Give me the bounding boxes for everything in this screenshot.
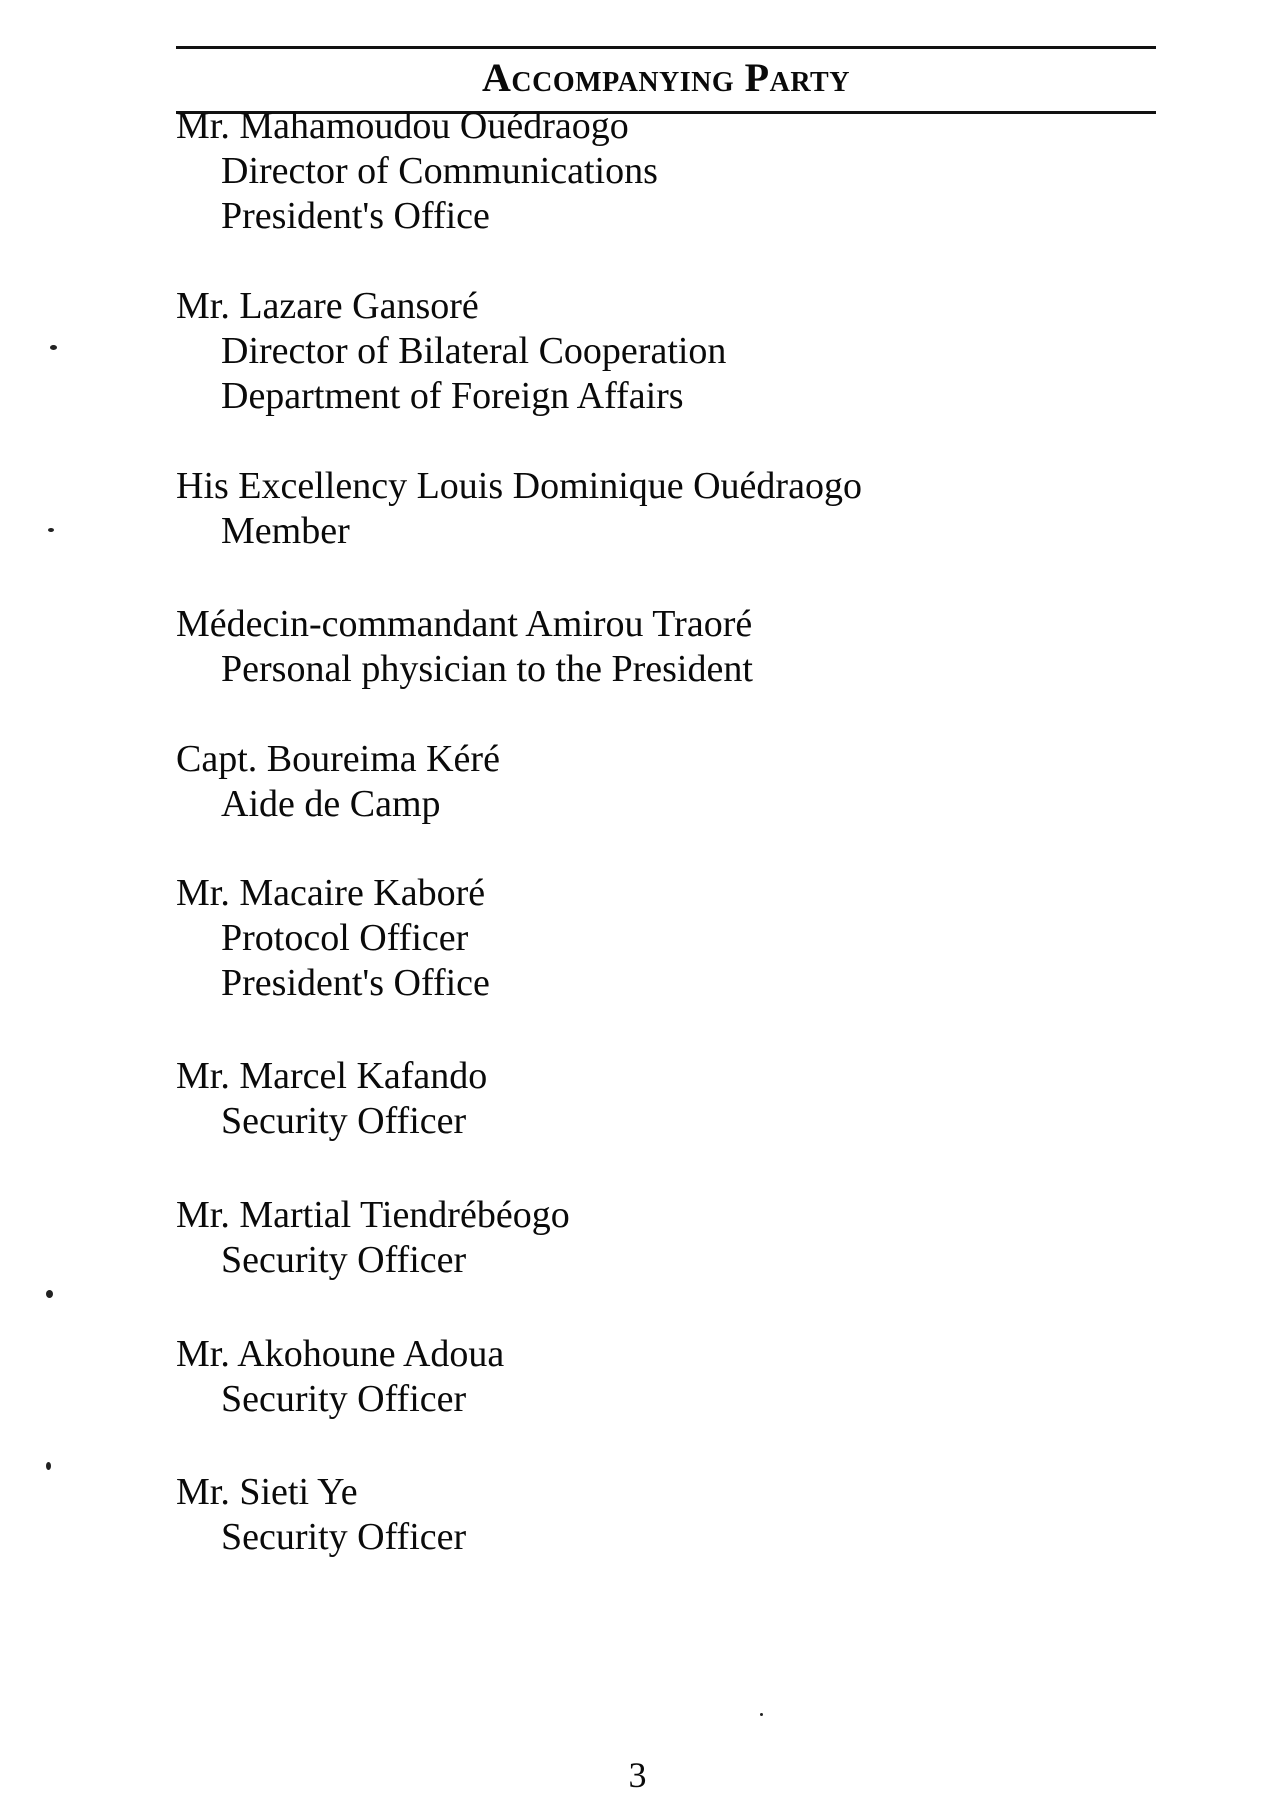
member-title: Security Officer: [221, 1239, 467, 1281]
party-member-entry: [176, 1470, 466, 1560]
member-title: Security Officer: [221, 1516, 467, 1558]
member-name: Mr. Martial Tiendrébéogo: [176, 1194, 570, 1236]
member-title: Aide de Camp: [221, 783, 441, 825]
party-member-entry: [176, 1193, 570, 1283]
scan-speck: [46, 1290, 53, 1298]
member-name: Mr. Mahamoudou Ouédraogo: [176, 105, 629, 147]
party-member-entry: [176, 464, 862, 554]
party-member-entry: [176, 871, 490, 1006]
party-member-entry: [176, 602, 753, 692]
member-name: Mr. Marcel Kafando: [176, 1055, 488, 1097]
member-title: Protocol Officer: [221, 917, 469, 959]
scan-speck: [50, 345, 57, 350]
member-affiliation: President's Office: [221, 195, 490, 237]
party-member-entry: [176, 284, 726, 419]
member-name: Mr. Sieti Ye: [176, 1471, 358, 1513]
member-title: Member: [221, 510, 350, 552]
member-affiliation: President's Office: [221, 962, 490, 1004]
member-title: Security Officer: [221, 1378, 467, 1420]
scan-speck: [46, 1462, 51, 1470]
member-affiliation: Department of Foreign Affairs: [221, 375, 684, 417]
page-number: 3: [628, 1755, 647, 1795]
member-title: Security Officer: [221, 1100, 467, 1142]
heading-top-rule: [176, 46, 1156, 49]
member-name: His Excellency Louis Dominique Ouédraogo: [176, 465, 862, 507]
party-member-entry: [176, 104, 658, 239]
member-name: Capt. Boureima Kéré: [176, 738, 500, 780]
member-title: Personal physician to the President: [221, 648, 753, 690]
member-title: Director of Communications: [221, 150, 658, 192]
member-title: Director of Bilateral Cooperation: [221, 330, 727, 372]
member-name: Médecin-commandant Amirou Traoré: [176, 603, 753, 645]
party-member-entry: [176, 1054, 487, 1144]
member-name: Mr. Macaire Kaboré: [176, 872, 486, 914]
member-name: Mr. Akohoune Adoua: [176, 1333, 505, 1375]
section-heading: Accompanying Party: [482, 55, 850, 100]
party-member-entry: [176, 737, 500, 827]
scan-speck: [760, 1713, 763, 1716]
member-name: Mr. Lazare Gansoré: [176, 285, 479, 327]
scan-speck: [48, 528, 54, 532]
party-member-entry: [176, 1332, 504, 1422]
